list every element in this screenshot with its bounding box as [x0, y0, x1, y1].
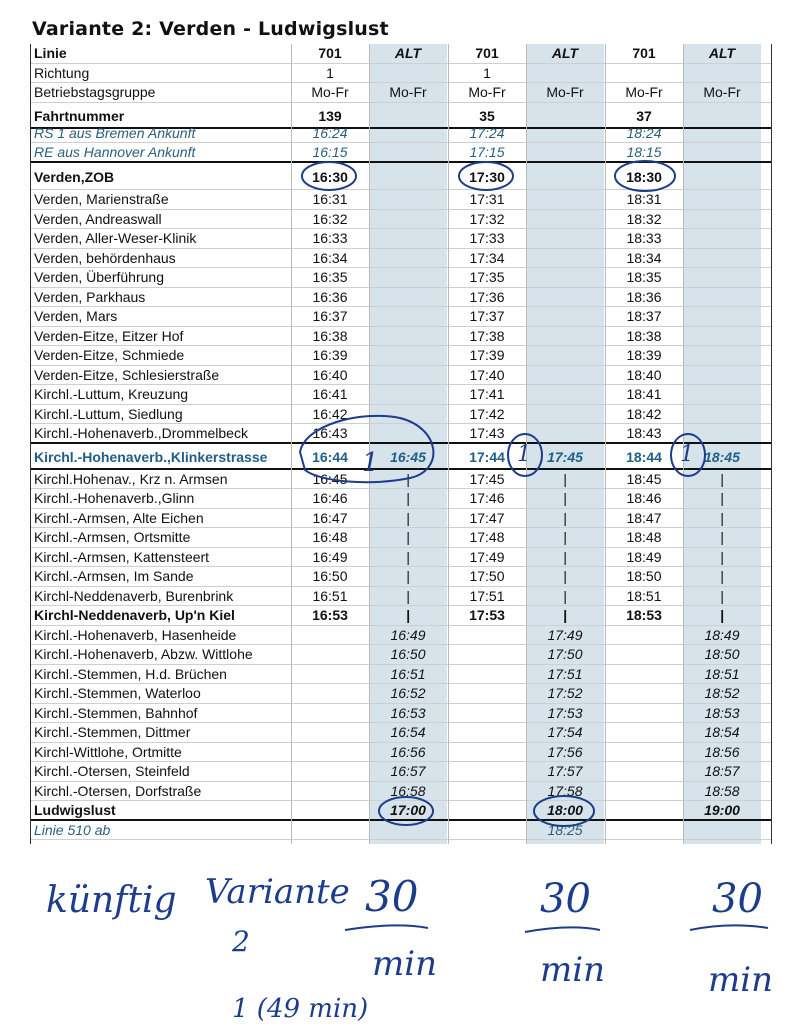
time-cell: 17:45: [469, 470, 505, 487]
stop-name: Kirchl.-Armsen, Im Sande: [34, 568, 194, 584]
time-cell: 701: [632, 45, 656, 61]
stop-name: Linie: [34, 45, 67, 61]
time-cell: 16:43: [312, 425, 348, 441]
stop-name: Kirchl.-Hohenaverb, Hasenheide: [34, 626, 237, 643]
time-cell: 17:31: [469, 191, 505, 207]
time-cell: |: [720, 607, 724, 623]
time-cell: 17:58: [547, 782, 583, 799]
stop-name: Kirchl.Hohenav., Krz n. Armsen: [34, 470, 228, 487]
time-cell: 16:39: [312, 347, 348, 363]
time-cell: 16:36: [312, 288, 348, 305]
time-cell: 16:57: [390, 763, 426, 779]
handwritten-kuenftig: künftig: [46, 880, 177, 921]
handwritten-interval-unit: min: [372, 944, 438, 984]
stop-name: Kirchl.-Otersen, Dorfstraße: [34, 782, 202, 799]
time-cell: ALT: [551, 45, 579, 61]
time-cell: |: [720, 470, 724, 487]
time-cell: 16:37: [312, 308, 348, 324]
time-cell: 17:36: [469, 288, 505, 305]
handwritten-transfer-mark: 1: [362, 448, 379, 478]
time-cell: 16:56: [390, 743, 426, 760]
stop-name: Fahrtnummer: [34, 107, 125, 124]
time-cell: |: [563, 587, 567, 604]
time-cell: 17:40: [469, 366, 505, 383]
time-cell: |: [563, 529, 567, 545]
time-cell: 18:15: [626, 144, 662, 160]
stop-name: Verden-Eitze, Eitzer Hof: [34, 327, 184, 344]
handwritten-interval-number: 30: [365, 872, 419, 921]
time-cell: 17:15: [469, 144, 505, 160]
time-cell: |: [406, 470, 410, 487]
time-cell: 16:51: [312, 587, 348, 604]
time-cell: 18:39: [626, 347, 662, 363]
stop-name: Verden, behördenhaus: [34, 249, 176, 266]
time-cell: 17:51: [469, 587, 505, 604]
time-cell: 16:50: [390, 646, 426, 662]
time-cell: 17:54: [547, 724, 583, 740]
time-cell: 16:30: [312, 169, 348, 185]
time-cell: 16:15: [312, 144, 348, 160]
time-cell: Mo-Fr: [703, 84, 741, 100]
handwritten-variante: Variante: [205, 872, 350, 912]
handwritten-transfer-mark: 1: [517, 442, 531, 467]
time-cell: 18:42: [626, 405, 662, 422]
time-cell: 16:53: [312, 607, 348, 623]
stop-name: Kirchl.-Stemmen, Bahnhof: [34, 704, 198, 721]
time-cell: 1: [483, 64, 491, 81]
time-cell: Mo-Fr: [625, 84, 663, 100]
time-cell: 19:00: [704, 802, 740, 818]
time-cell: 17:49: [469, 548, 505, 565]
time-cell: 18:00: [547, 802, 583, 818]
time-cell: 17:52: [547, 685, 583, 701]
stop-name: Linie 510 ab: [34, 821, 111, 838]
stop-name: Betriebstagsgruppe: [34, 84, 156, 100]
stop-name: Kirchl.-Hohenaverb.,Drommelbeck: [34, 425, 248, 441]
time-cell: 16:48: [312, 529, 348, 545]
time-cell: 17:32: [469, 210, 505, 227]
time-cell: Mo-Fr: [546, 84, 584, 100]
time-cell: 16:35: [312, 269, 348, 285]
time-cell: 16:34: [312, 249, 348, 266]
time-cell: 16:42: [312, 405, 348, 422]
underline-30-2: [525, 927, 600, 932]
handwritten-interval-number: 30: [712, 876, 763, 922]
handwritten-interval-unit: min: [708, 960, 774, 1000]
time-cell: |: [720, 490, 724, 506]
time-cell: 18:51: [704, 665, 740, 682]
time-cell: 16:49: [312, 548, 348, 565]
time-cell: |: [563, 490, 567, 506]
time-cell: 16:58: [390, 782, 426, 799]
time-cell: 18:50: [626, 568, 662, 584]
time-cell: 17:24: [469, 124, 505, 141]
time-cell: 17:47: [469, 509, 505, 526]
time-cell: 16:40: [312, 366, 348, 383]
time-cell: 18:36: [626, 288, 662, 305]
time-cell: 16:44: [312, 448, 348, 465]
time-cell: 18:40: [626, 366, 662, 383]
handwritten-interval-number: 30: [540, 876, 591, 922]
time-cell: 17:53: [469, 607, 505, 623]
stop-name: Kirchl.-Stemmen, H.d. Brüchen: [34, 665, 227, 682]
stop-name: Kirchl.-Stemmen, Waterloo: [34, 685, 201, 701]
stop-name: Kirchl.-Hohenaverb.,Klinkerstrasse: [34, 448, 268, 465]
stop-name: Kirchl.-Armsen, Kattensteert: [34, 548, 210, 565]
time-cell: 16:24: [312, 124, 348, 141]
time-cell: 16:53: [390, 704, 426, 721]
time-cell: 16:31: [312, 191, 348, 207]
time-cell: 18:57: [704, 763, 740, 779]
time-cell: 16:32: [312, 210, 348, 227]
time-cell: 16:33: [312, 230, 348, 246]
time-cell: 16:41: [312, 386, 348, 402]
time-cell: |: [406, 509, 410, 526]
time-cell: 18:44: [626, 448, 662, 465]
time-cell: 17:46: [469, 490, 505, 506]
time-cell: 18:38: [626, 327, 662, 344]
stop-name: RS 1 aus Bremen Ankunft: [34, 124, 196, 141]
time-cell: 17:45: [547, 448, 583, 465]
time-cell: Mo-Fr: [389, 84, 427, 100]
time-cell: |: [563, 607, 567, 623]
time-cell: 17:48: [469, 529, 505, 545]
time-cell: 16:51: [390, 665, 426, 682]
circle-mark-1830: [615, 161, 675, 191]
time-cell: 17:44: [469, 448, 505, 465]
stop-name: RE aus Hannover Ankunft: [34, 144, 196, 160]
time-cell: 16:45: [390, 448, 426, 465]
time-cell: 16:52: [390, 685, 426, 701]
time-cell: 16:45: [312, 470, 348, 487]
time-cell: 18:24: [626, 124, 662, 141]
stop-name: Verden, Überführung: [34, 269, 164, 285]
time-cell: 18:53: [704, 704, 740, 721]
time-cell: 17:37: [469, 308, 505, 324]
time-cell: 18:32: [626, 210, 662, 227]
circle-mark-1730: [459, 162, 513, 190]
circle-mark-1700: [379, 797, 433, 825]
time-cell: 18:46: [626, 490, 662, 506]
stop-name: Kirchl.-Otersen, Steinfeld: [34, 763, 190, 779]
time-cell: 16:46: [312, 490, 348, 506]
handwritten-interval-unit: min: [540, 950, 606, 990]
time-cell: Mo-Fr: [311, 84, 349, 100]
stop-name: Verden-Eitze, Schmiede: [34, 347, 185, 363]
stop-name: Verden,ZOB: [34, 169, 115, 185]
time-cell: |: [406, 607, 410, 623]
time-cell: |: [720, 509, 724, 526]
time-cell: |: [563, 509, 567, 526]
time-cell: |: [720, 587, 724, 604]
time-cell: |: [406, 490, 410, 506]
stop-name: Kirchl.-Luttum, Kreuzung: [34, 386, 189, 402]
stop-name: Kirchl.-Hohenaverb, Abzw. Wittlohe: [34, 646, 253, 662]
time-cell: 17:50: [469, 568, 505, 584]
handwritten-variante-number: 2: [232, 925, 250, 958]
time-cell: 18:49: [704, 626, 740, 643]
time-cell: 139: [318, 107, 342, 124]
time-cell: 17:49: [547, 626, 583, 643]
time-cell: 17:57: [547, 763, 583, 779]
time-cell: 701: [475, 45, 499, 61]
time-cell: 16:47: [312, 509, 348, 526]
time-cell: 701: [318, 45, 342, 61]
time-cell: 18:54: [704, 724, 740, 740]
time-cell: 35: [479, 107, 495, 124]
stop-name: Kirchl.-Stemmen, Dittmer: [34, 724, 191, 740]
stop-name: Kirchl.-Armsen, Alte Eichen: [34, 509, 204, 526]
underline-30-3: [690, 925, 768, 930]
time-cell: 17:41: [469, 386, 505, 402]
stop-name: Verden, Marienstraße: [34, 191, 169, 207]
time-cell: |: [406, 587, 410, 604]
time-cell: ALT: [708, 45, 736, 61]
time-cell: 18:45: [626, 470, 662, 487]
time-cell: |: [406, 529, 410, 545]
time-cell: 16:54: [390, 724, 426, 740]
time-cell: 18:45: [704, 448, 740, 465]
stop-name: Richtung: [34, 64, 90, 81]
time-cell: 18:49: [626, 548, 662, 565]
time-cell: 17:42: [469, 405, 505, 422]
circle-mark-1630: [302, 162, 356, 190]
stop-name: Verden, Mars: [34, 308, 118, 324]
time-cell: 18:53: [626, 607, 662, 623]
time-cell: 17:39: [469, 347, 505, 363]
time-cell: 17:51: [547, 665, 583, 682]
time-cell: |: [720, 529, 724, 545]
time-cell: 18:48: [626, 529, 662, 545]
stop-name: Ludwigslust: [34, 802, 116, 818]
time-cell: 1: [326, 64, 334, 81]
time-cell: 17:53: [547, 704, 583, 721]
time-cell: 16:49: [390, 626, 426, 643]
time-cell: |: [406, 568, 410, 584]
circle-mark-1800: [534, 796, 594, 826]
time-cell: 17:30: [469, 169, 505, 185]
time-cell: 17:50: [547, 646, 583, 662]
stop-name: Verden-Eitze, Schlesierstraße: [34, 366, 220, 383]
time-cell: 17:38: [469, 327, 505, 344]
time-cell: |: [406, 548, 410, 565]
time-cell: 18:33: [626, 230, 662, 246]
time-cell: 18:25: [547, 821, 583, 838]
time-cell: 18:58: [704, 782, 740, 799]
time-cell: 16:38: [312, 327, 348, 344]
time-cell: 18:52: [704, 685, 740, 701]
time-cell: 18:30: [626, 169, 662, 185]
stop-name: Verden, Andreaswall: [34, 210, 162, 227]
time-cell: |: [720, 548, 724, 565]
stop-name: Kirchl-Neddenaverb, Up'n Kiel: [34, 607, 235, 623]
time-cell: 17:35: [469, 269, 505, 285]
stop-name: Kirchl-Neddenaverb, Burenbrink: [34, 587, 234, 604]
time-cell: 18:43: [626, 425, 662, 441]
time-cell: Mo-Fr: [468, 84, 506, 100]
time-cell: |: [563, 470, 567, 487]
time-cell: 16:50: [312, 568, 348, 584]
time-cell: 18:56: [704, 743, 740, 760]
time-cell: 18:41: [626, 386, 662, 402]
time-cell: |: [563, 568, 567, 584]
time-cell: |: [720, 568, 724, 584]
underline-30-1: [345, 925, 428, 930]
stop-name: Kirchl.-Armsen, Ortsmitte: [34, 529, 191, 545]
stop-name: Verden, Aller-Weser-Klinik: [34, 230, 197, 246]
time-cell: 17:43: [469, 425, 505, 441]
time-cell: 17:34: [469, 249, 505, 266]
handwritten-bottom-note: 1 (49 min): [232, 994, 369, 1024]
time-cell: 18:37: [626, 308, 662, 324]
time-cell: 17:33: [469, 230, 505, 246]
time-cell: 18:35: [626, 269, 662, 285]
time-cell: ALT: [394, 45, 422, 61]
time-cell: 18:34: [626, 249, 662, 266]
time-cell: 17:56: [547, 743, 583, 760]
handwritten-transfer-mark: 1: [680, 442, 694, 467]
page-title: Variante 2: Verden - Ludwigslust: [32, 18, 389, 40]
stop-name: Kirchl-Wittlohe, Ortmitte: [34, 743, 182, 760]
time-cell: 18:47: [626, 509, 662, 526]
time-cell: |: [563, 548, 567, 565]
time-cell: 37: [636, 107, 652, 124]
stop-name: Kirchl.-Hohenaverb.,Glinn: [34, 490, 195, 506]
time-cell: 18:51: [626, 587, 662, 604]
time-cell: 18:50: [704, 646, 740, 662]
time-cell: 18:31: [626, 191, 662, 207]
stop-name: Kirchl.-Luttum, Siedlung: [34, 405, 183, 422]
time-cell: 17:00: [390, 802, 426, 818]
stop-name: Verden, Parkhaus: [34, 288, 146, 305]
